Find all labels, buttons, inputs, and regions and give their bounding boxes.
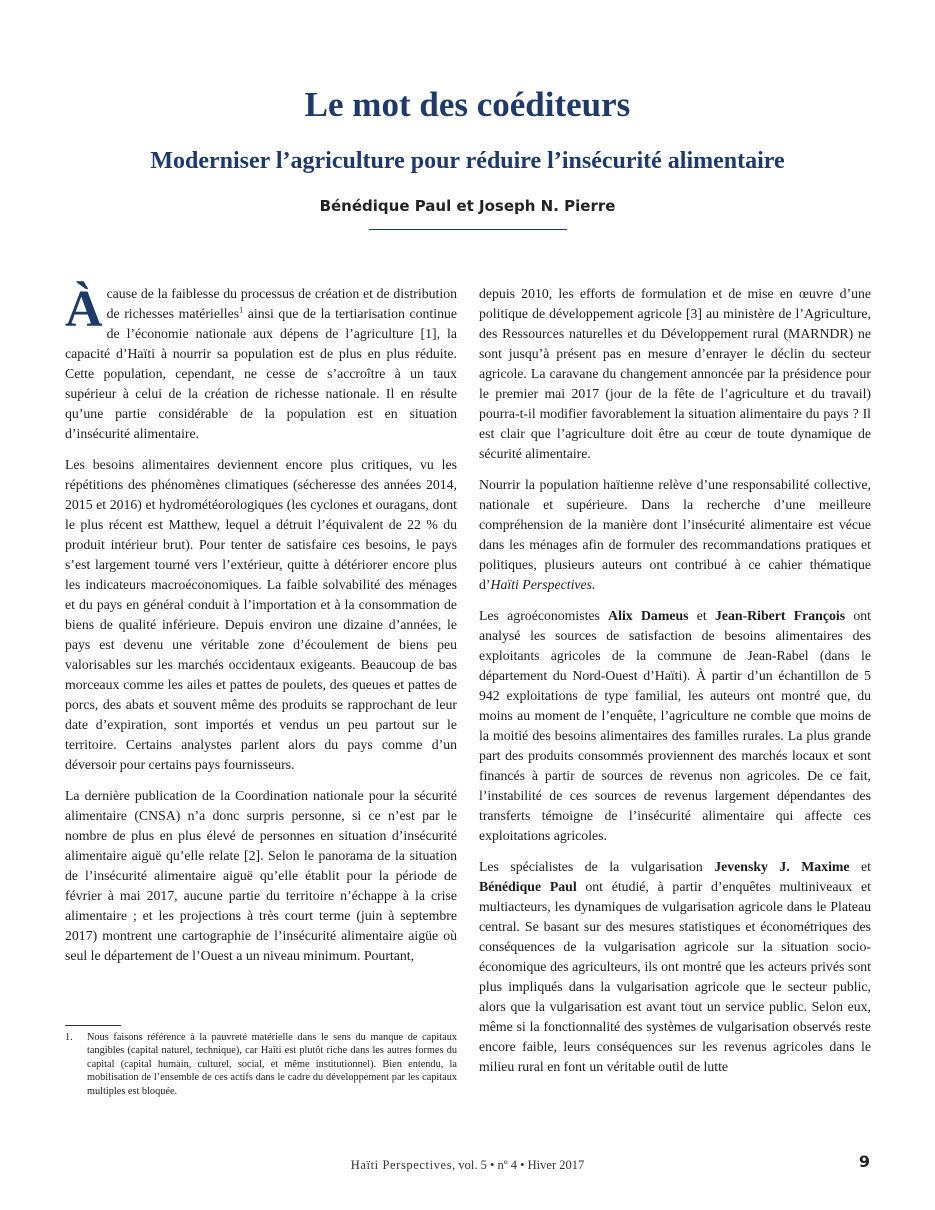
journal-name: Haïti Perspectives. xyxy=(490,577,596,592)
footnote-1 xyxy=(65,1031,457,1098)
footer-issue: , vol. 5 • nº 4 • Hiver 2017 xyxy=(452,1158,585,1172)
author-name: Jevensky J. Maxime xyxy=(714,859,850,874)
article-subtitle: Moderniser l’agriculture pour réduire l’insécurité alimentaire xyxy=(150,148,785,174)
paragraph-5: Nourrir la population haïtienne relève d’une responsabilité collective, nationale et supérieure. Dans la recherche d’une meilleure compréhension de la manière dont l’insécurité alimentaire est vécue dans les ménages afin de formuler des recommandations pratiques et politiques, plusieurs auteurs ont contribué à ce cahier thématique d’Haïti Perspectives. xyxy=(479,477,871,592)
author-name: Bénédique Paul xyxy=(479,879,577,894)
footnote-ref-1: 1 xyxy=(239,305,244,315)
title-divider xyxy=(369,229,567,230)
drop-cap: À xyxy=(65,281,103,338)
running-footer xyxy=(0,1157,935,1173)
footnote-number: 1. xyxy=(65,1032,73,1043)
paragraph-3: La dernière publication de la Coordination nationale pour la sécurité alimentaire (CNSA) n’a donc surpris personne, si ce n’est par le nombre de plus en plus élevé de personnes en situation d’insécurité alimentaire aiguë qu’elle relate [2]. Selon le panorama de la situation de l’insécurité alimentaire aiguë qu’elle établit pour la période de février à mai 2017, aucune partie du territoire n’échappe à la crise alimentaire ; et les projections à très court terme (juin à septembre 2017) montrent une cartographie de l’insécurité alimentaire aigüe où seul le département de l’Ouest a un niveau minimum. Pourtant, xyxy=(65,788,457,963)
page-title: Le mot des coéditeurs xyxy=(304,85,631,124)
author-name: Jean-Ribert François xyxy=(714,608,846,623)
paragraph-1: À cause de la faiblesse du processus de création et de distribution de richesses matérielles$^1$ ainsi que de la tertiarisation continue de l’économie nationale aux dépens de l’agriculture [1], la capacité d’Haïti à nourrir sa population est de plus en plus réduite. Cette population, cependant, ne cesse de s’accroître à un taux supérieur à celui de la création de richesse nationale. Il en résulte qu’une partie considérable de la population est en situation d’insécurité alimentaire. xyxy=(65,281,457,441)
author-name: Alix Dameus xyxy=(608,608,689,623)
paragraph-7: Les spécialistes de la vulgarisation Jevensky J. Maxime et Bénédique Paul ont étudié, à partir d’enquêtes multiniveaux et multiacteurs, les dynamiques de vulgarisation agricole dans le Plateau central. Se basant sur des mesures statistiques et économétriques des conséquences de la vulgarisation agricole sur la situation socio-économique des agriculteurs, ils ont montré que les acteurs privés sont plus impliqués dans la vulgarisation agricole que le secteur public, alors que la vulgarisation est avant tout un service public. Selon eux, même si la fonctionnalité des systèmes de vulgarisation observés reste encore faible, leurs conséquences sur les revenus agricoles dans le milieu rural en font un véritable outil de lutte xyxy=(479,859,871,1074)
paragraph-6: Les agroéconomistes Alix Dameus et Jean-Ribert François ont analysé les sources de satisfaction de besoins alimentaires des exploitants agricoles de la commune de Jean-Rabel (dans le département du Nord-Ouest d’Haïti). À partir d’un échantillon de 5 942 exploitations de type familial, les auteurs ont montré que, du moins au moment de l’enquête, l’agriculture ne comble que moins de la moitié des besoins alimentaires des familles rurales. La plus grande part des produits consommés proviennent des marchés locaux et sont financés à partir de sources de revenus non agricoles. De ce fait, l’instabilité de ces sources de revenus largement dépendantes des transferts témoigne de l’insécurité alimentaire qui affecte ces exploitations agricoles. xyxy=(479,608,871,843)
footer-journal: Haïti Perspectives xyxy=(350,1158,453,1172)
page-number: 9 xyxy=(858,1152,870,1171)
footnote-text: Nous faisons référence à la pauvreté matérielle dans le sens du manque de capitaux tangibles (capital naturel, technique), car Haïti est plutôt riche dans les autres formes du capital (capital humain, culturel, social, et même institutionnel). Bien entendu, la mobilisation de l’ensemble de ces actifs dans le cadre du développement par les capitaux multiples est bloquée. xyxy=(87,1032,457,1097)
paragraph-4: depuis 2010, les efforts de formulation et de mise en œuvre d’une politique de développement agricole [3] au ministère de l’Agriculture, des Ressources naturelles et du Développement rural (MARNDR) ne sont jusqu’à présent pas en mesure d’enrayer le déclin du secteur agricole. La caravane du changement annoncée par la présidence pour le premier mai 2017 (jour de la fête de l’agriculture et du travail) pourra-t-il modifier favorablement la situation alimentaire du pays ? Il est clair que l’agriculture doit être au cœur de toute dynamique de sécurité alimentaire. xyxy=(479,286,871,461)
paragraph-2: Les besoins alimentaires deviennent encore plus critiques, vu les répétitions des phénomènes climatiques (sécheresse des années 2014, 2015 et 2016) et hydrométéorologiques (les cyclones et ouragans, dont le plus récent est Matthew, lequel a détruit l’équivalent de 22 % du produit intérieur brut). Pour tenter de satisfaire ces besoins, le pays s’est largement tourné vers l’extérieur, quitte à détériorer encore plus les indicateurs macroéconomiques. La faible solvabilité des ménages et du pays en général conduit à l’importation et à la consommation de biens de qualité inférieure. Depuis environ une dizaine d’années, le pays est devenu une véritable zone d’écoulement de biens peu valorisables sur les marchés occidentaux exigeants. Beaucoup de bas morceaux comme les ailes et pattes de poulets, des queues et pattes de porcs, des abats et souvent même des produits se rapprochant de leur date d’expiration, sont importés et vendus un peu partout sur le territoire. Certains analystes parlent alors du pays comme d’un déversoir pour certains pays fournisseurs. xyxy=(65,457,457,772)
authors-line: Bénédique Paul et Joseph N. Pierre xyxy=(319,197,616,215)
right-column xyxy=(479,284,871,1088)
left-column xyxy=(65,281,457,977)
footnote-divider xyxy=(65,1025,121,1026)
